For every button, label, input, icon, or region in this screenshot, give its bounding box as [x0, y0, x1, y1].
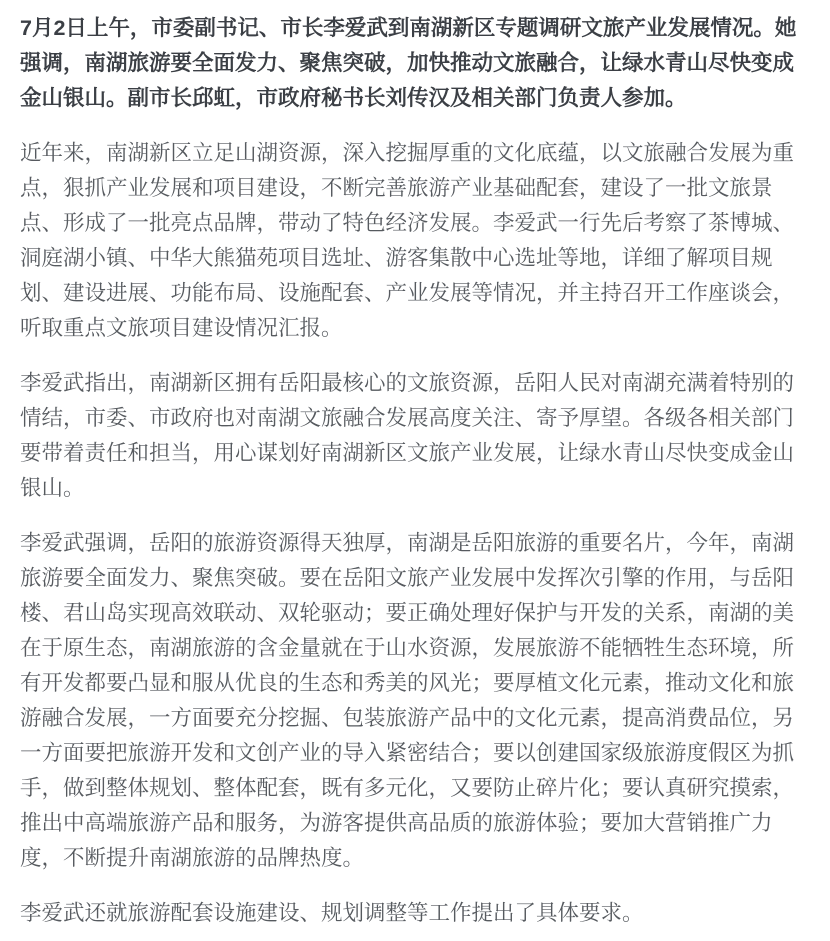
article-paragraph-emphasized: 李爱武强调，岳阳的旅游资源得天独厚，南湖是岳阳旅游的重要名片，今年，南湖旅游要全面发力、聚焦突破。要在岳阳文旅产业发展中发挥次引擎的作用，与岳阳楼、君山岛实现高效联动、双轮驱动；要正确处理好保护与开发的关系，南湖的美在于原生态，南湖旅游的含金量就在于山水资源，发展旅游不能牺牲生态环境，所有开发都要凸显和服从优良的生态和秀美的风光；要厚植文化元素，推动文化和旅游融合发展，一方面要充分挖掘、包装旅游产品中的文化元素，提高消费品位，另一方面要把旅游开发和文创产业的导入紧密结合；要以创建国家级旅游度假区为抓手，做到整体规划、整体配套，既有多元化，又要防止碎片化；要认真研究摸索，推出中高端旅游产品和服务，为游客提供高品质的旅游体验；要加大营销推广力度，不断提升南湖旅游的品牌热度。 [20, 531, 795, 870]
article-paragraph-overview: 近年来，南湖新区立足山湖资源，深入挖掘厚重的文化底蕴，以文旅融合发展为重点，狠抓产业发展和项目建设，不断完善旅游产业基础配套，建设了一批文旅景点、形成了一批亮点品牌，带动了特色经济发展。李爱武一行先后考察了茶博城、洞庭湖小镇、中华大熊猫苑项目选址、游客集散中心选址等地，详细了解项目规划、建设进展、功能布局、设施配套、产业发展等情况，并主持召开工作座谈会，听取重点文旅项目建设情况汇报。 [20, 141, 795, 340]
article-paragraph-lead: 7月2日上午，市委副书记、市长李爱武到南湖新区专题调研文旅产业发展情况。她强调，南湖旅游要全面发力、聚焦突破，加快推动文旅融合，让绿水青山尽快变成金山银山。副市长邱虹，市政府秘书长刘传汉及相关部门负责人参加。 [20, 16, 797, 110]
article-body [20, 11, 810, 931]
article-paragraph-pointed-out: 李爱武指出，南湖新区拥有岳阳最核心的文旅资源，岳阳人民对南湖充满着特别的情结，市委、市政府也对南湖文旅融合发展高度关注、寄予厚望。各级各相关部门要带着责任和担当，用心谋划好南湖新区文旅产业发展，让绿水青山尽快变成金山银山。 [20, 371, 795, 500]
article-paragraph-requirements: 李爱武还就旅游配套设施建设、规划调整等工作提出了具体要求。 [20, 901, 644, 925]
